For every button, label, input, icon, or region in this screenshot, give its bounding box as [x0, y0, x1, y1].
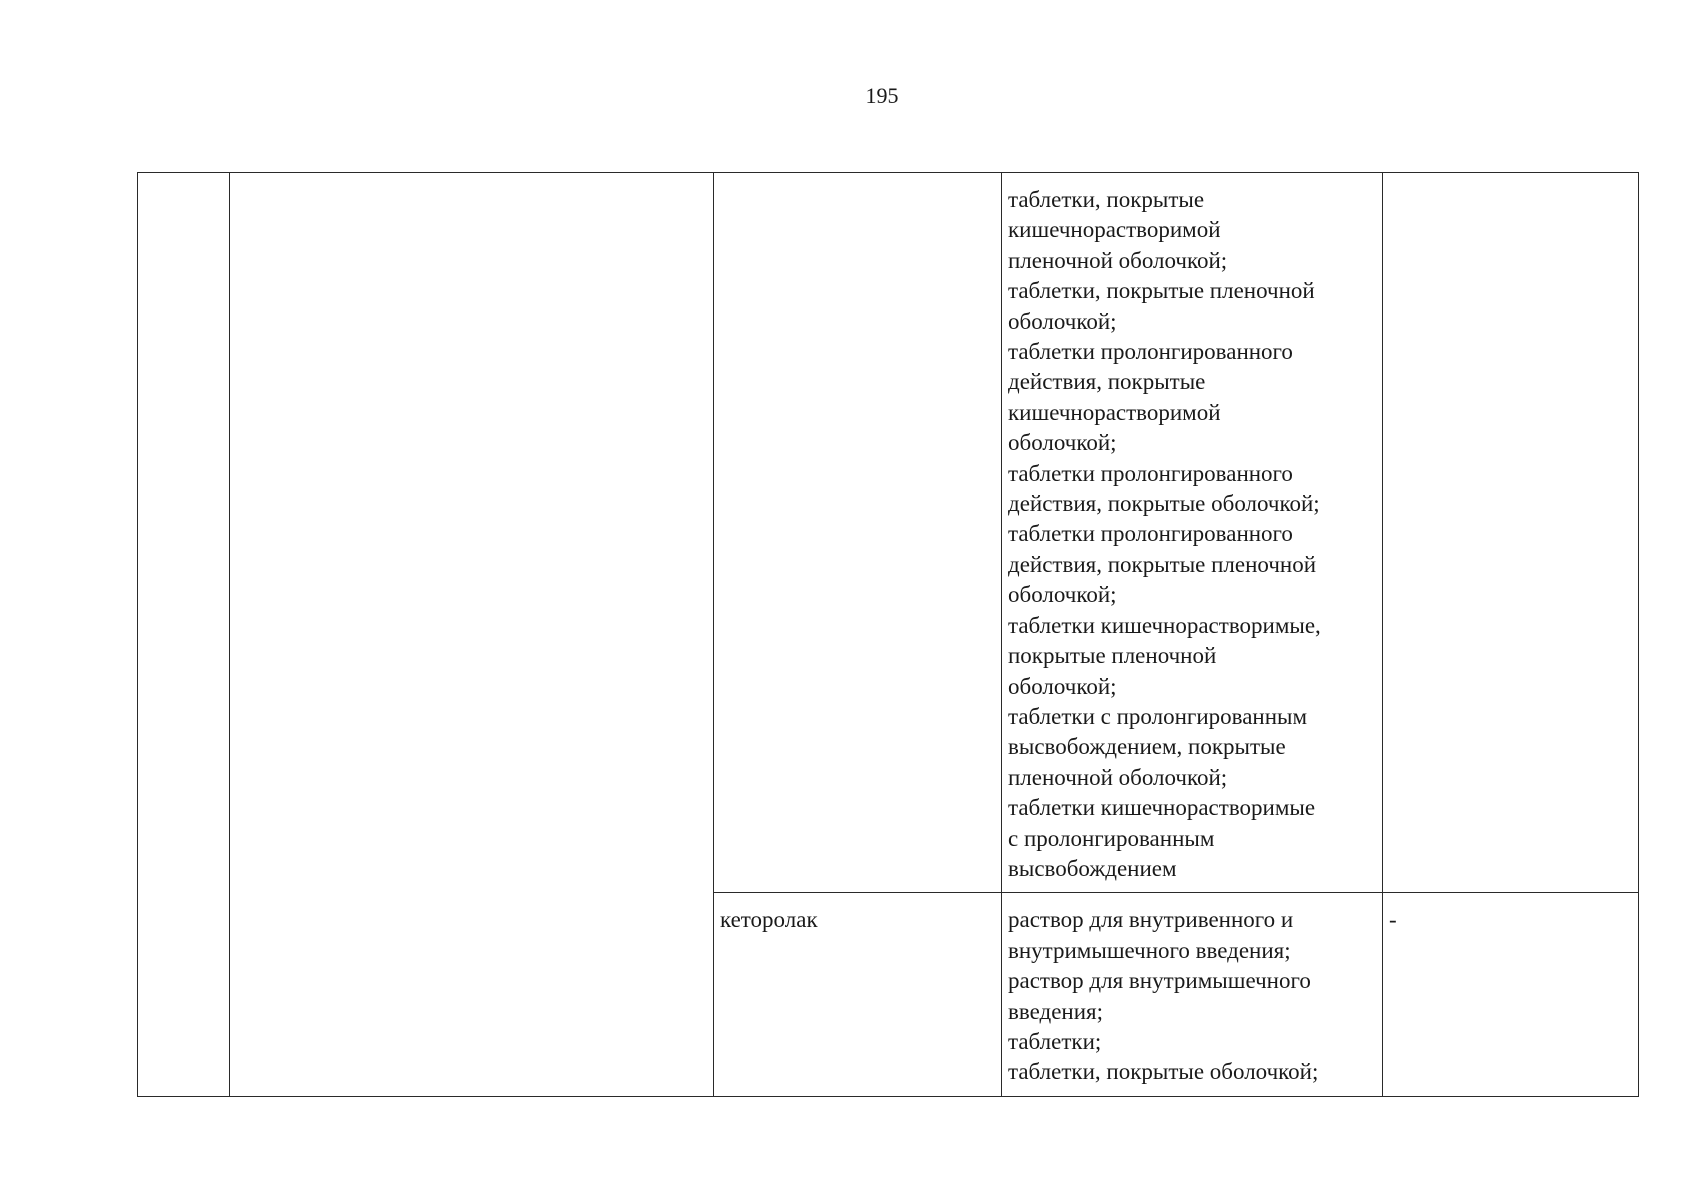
- dosage-form-line: оболочкой;: [1008, 673, 1117, 699]
- dosage-form-line: таблетки пролонгированного: [1008, 339, 1293, 365]
- dosage-form-line: таблетки, покрытые пленочной: [1008, 278, 1315, 304]
- dosage-form-line: таблетки;: [1008, 1028, 1102, 1054]
- dosage-form-line: высвобождением, покрытые: [1008, 734, 1286, 760]
- dosage-form-line: таблетки кишечнорастворимые,: [1008, 612, 1321, 638]
- dosage-form-line: оболочкой;: [1008, 430, 1117, 456]
- dosage-form-line: покрытые пленочной: [1008, 643, 1217, 669]
- dosage-form-line: таблетки с пролонгированным: [1008, 703, 1308, 729]
- dosage-forms-cell: [1002, 173, 1383, 893]
- dosage-form-line: таблетки кишечнорастворимые: [1008, 795, 1316, 821]
- dosage-form-line: таблетки пролонгированного: [1008, 460, 1293, 486]
- dosage-form-line: таблетки пролонгированного: [1008, 521, 1293, 547]
- drug-name-cell: кеторолак: [714, 893, 1002, 1096]
- note-cell: [1383, 173, 1639, 893]
- code-cell: [138, 173, 230, 1097]
- table-row: [138, 173, 1639, 893]
- dosage-form-line: пленочной оболочкой;: [1008, 764, 1228, 790]
- drug-name-cell: [714, 173, 1002, 893]
- dosage-form-line: действия, покрытые оболочкой;: [1008, 491, 1320, 517]
- dosage-form-line: введения;: [1008, 998, 1103, 1024]
- dosage-form-line: оболочкой;: [1008, 308, 1117, 334]
- dosage-form-line: раствор для внутривенного и: [1008, 907, 1294, 933]
- dosage-form-line: раствор для внутримышечного: [1008, 968, 1311, 994]
- dosage-form-line: с пролонгированным: [1008, 825, 1215, 851]
- page-number: 195: [865, 83, 899, 108]
- dosage-form-line: пленочной оболочкой;: [1008, 247, 1228, 273]
- dosage-form-line: действия, покрытые пленочной: [1008, 551, 1317, 577]
- dosage-forms-list: [1008, 185, 1376, 884]
- dosage-form-line: кишечнорастворимой: [1008, 399, 1221, 425]
- dosage-forms-cell: [1002, 893, 1383, 1096]
- dosage-form-line: таблетки, покрытые: [1008, 187, 1205, 212]
- dosage-form-line: высвобождением: [1008, 855, 1177, 881]
- note-cell: -: [1383, 893, 1639, 1096]
- dosage-form-line: кишечнорастворимой: [1008, 217, 1221, 243]
- dosage-form-line: действия, покрытые: [1008, 369, 1206, 395]
- group-cell: [230, 173, 714, 1097]
- dosage-form-line: оболочкой;: [1008, 582, 1117, 608]
- dosage-form-line: внутримышечного введения;: [1008, 937, 1291, 963]
- dosage-forms-list: [1008, 905, 1376, 1087]
- dosage-form-line: таблетки, покрытые оболочкой;: [1008, 1059, 1319, 1085]
- drug-table: [137, 172, 1639, 1097]
